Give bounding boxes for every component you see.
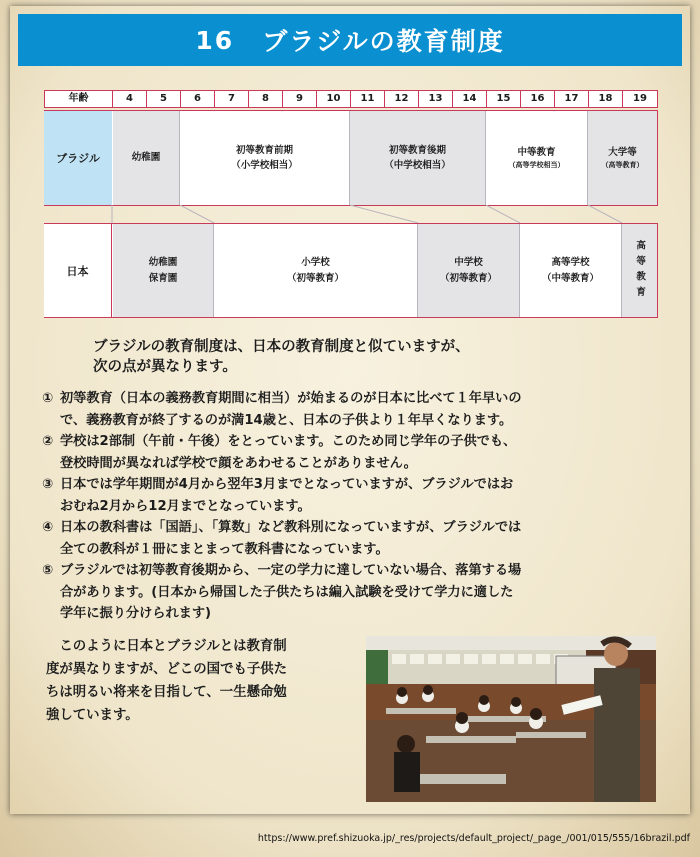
intro-line: 次の点が異なります。 — [93, 359, 237, 375]
closing-line: このように日本とブラジルとは教育制 — [59, 639, 287, 654]
segment-note: （小学校相当） — [231, 160, 298, 171]
list-item — [42, 560, 662, 625]
page-header — [18, 14, 682, 66]
closing-line: ちは明るい将来を目指して、一生懸命勉 — [46, 685, 287, 700]
item-line: 学年に振り分けられます) — [60, 606, 212, 621]
item-line: 日本の教科書は「国語」、「算数」など教科別になっていますが、ブラジルでは — [60, 520, 522, 535]
segment-name: 中等教育 — [517, 146, 556, 158]
intro-text — [93, 337, 470, 377]
segment-name: 高等教育 — [634, 239, 646, 302]
item-line: 全ての教科が１冊にまとまって教科書になっています。 — [60, 541, 389, 557]
japan-row-label: 日本 — [44, 224, 112, 317]
list-item — [42, 517, 662, 560]
segment-note: （初等教育） — [439, 272, 497, 284]
age-cell: 15 — [487, 91, 521, 107]
list-item — [42, 431, 662, 474]
list-item — [42, 474, 662, 517]
education-system-table — [44, 90, 658, 318]
age-cell: 6 — [181, 91, 215, 107]
japan-elementary — [214, 224, 418, 317]
item-line: 日本では学年期間が4月から翌年3月までとなっていますが、ブラジルではお — [60, 477, 514, 492]
age-header-label: 年齢 — [45, 91, 113, 107]
section-number: 16 — [195, 25, 235, 55]
age-cell: 14 — [453, 91, 487, 107]
item-line: 登校時間が異なれば学校で顔をあわせることがありません。 — [60, 455, 417, 471]
item-line: 合があります。(日本から帰国した子供たちは編入試験を受けて学力に適した — [60, 584, 514, 600]
japan-high-school — [520, 224, 622, 317]
closing-line: 度が異なりますが、どこの国でも子供た — [46, 662, 288, 677]
brazil-kindergarten — [113, 111, 180, 205]
brazil-primary-late — [350, 111, 486, 205]
row-connector — [44, 205, 658, 223]
age-cell: 4 — [113, 91, 147, 107]
intro-line: ブラジルの教育制度は、日本の教育制度と似ていますが、 — [93, 339, 470, 355]
japan-higher-education — [622, 224, 657, 317]
classroom-photo — [366, 636, 656, 802]
age-cell: 9 — [283, 91, 317, 107]
age-cell: 16 — [521, 91, 555, 107]
segment-name: 大学等 — [608, 146, 637, 158]
segment-note: （初等教育） — [286, 272, 344, 284]
segment-note: （高等教育） — [601, 161, 644, 169]
source-url: https://www.pref.shizuoka.jp/_res/projects/default_project/_page_/001/015/555/16brazil.pdf — [257, 833, 690, 844]
age-cell: 8 — [249, 91, 283, 107]
item-marker: ③ — [42, 477, 54, 492]
segment-name: 保育園 — [148, 272, 178, 284]
age-cell: 19 — [633, 93, 647, 104]
segment-note: （高等学校相当） — [508, 161, 565, 169]
age-cell: 11 — [351, 91, 385, 107]
difference-list — [42, 388, 662, 625]
age-header-row — [44, 90, 658, 108]
item-line: おむね2月から12月までとなっています。 — [60, 498, 311, 514]
item-marker: ④ — [42, 520, 54, 535]
item-line: 学校は2部制（午前・午後）をとっています。このため同じ学年の子供でも、 — [60, 434, 517, 449]
segment-name: 初等教育前期 — [235, 144, 293, 156]
segment-note: （中学校相当） — [384, 160, 451, 171]
closing-paragraph — [46, 635, 364, 727]
age-cell: 12 — [385, 91, 419, 107]
segment-name: 幼稚園 — [131, 152, 161, 164]
closing-line: 強しています。 — [46, 708, 139, 723]
page-title: ブラジルの教育制度 — [262, 27, 505, 56]
age-cell: 7 — [215, 91, 249, 107]
brazil-row-label: ブラジル — [44, 111, 112, 205]
list-item — [42, 388, 662, 431]
age-cell: 10 — [317, 91, 351, 107]
segment-note: （中等教育） — [541, 272, 599, 284]
japan-kindergarten — [113, 224, 214, 317]
item-marker: ⑤ — [42, 563, 54, 578]
item-line: ブラジルでは初等教育後期から、一定の学力に達していない場合、落第する場 — [60, 563, 522, 578]
brazil-primary-early — [180, 111, 350, 205]
age-cell: 13 — [419, 91, 453, 107]
segment-name: 中学校 — [454, 257, 483, 269]
brazil-university — [588, 111, 657, 205]
age-cell: 18 — [589, 91, 623, 107]
japan-junior-high — [418, 224, 520, 317]
item-marker: ② — [42, 434, 54, 449]
segment-name: 高等学校 — [551, 257, 590, 269]
classroom-illustration — [366, 636, 656, 802]
age-cell: 5 — [147, 91, 181, 107]
item-marker: ① — [42, 391, 54, 406]
item-line: 初等教育（日本の義務教育期間に相当）が始まるのが日本に比べて１年早いの — [60, 391, 522, 406]
segment-name: 小学校 — [301, 257, 330, 269]
brazil-secondary — [486, 111, 588, 205]
segment-name: 幼稚園 — [148, 257, 178, 269]
item-line: で、義務教育が終了するのが満14歳と、日本の子供より１年早くなります。 — [60, 412, 513, 428]
segment-name: 初等教育後期 — [388, 144, 446, 156]
age-cell: 17 — [555, 91, 589, 107]
